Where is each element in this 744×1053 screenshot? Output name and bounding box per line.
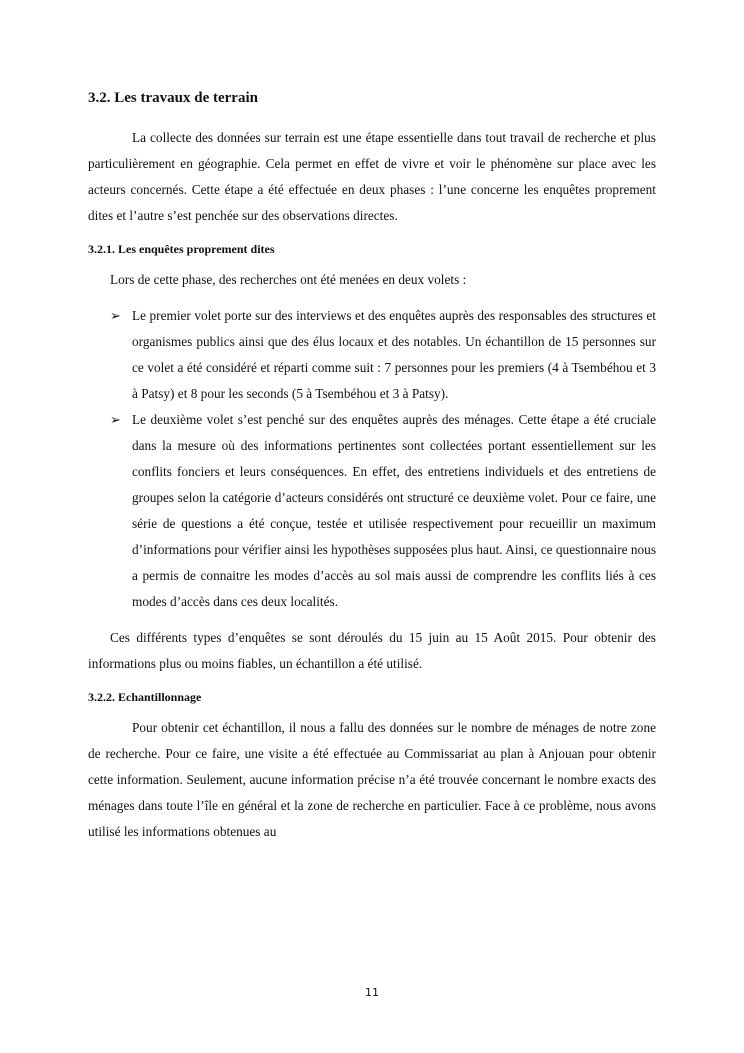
document-page [88,85,656,845]
list-item-text: Le deuxième volet s’est penché sur des enquêtes auprès des ménages. Cette étape a été cruciale dans la mesure où des informations pertinentes sont collectées portant essentiellement sur les conflits fonciers et leurs conséquences. En effet, des entretiens individuels et des entretiens de groupes selon la catégorie d’acteurs considérés ont structuré ce deuxième volet. Pour ce faire, une série de questions a été conçue, testée et utilisée respectivement pour recueillir un maximum d’informations pour vérifier ainsi les hypothèses supposées plus haut. Ainsi, ce questionnaire nous a permis de connaitre les modes d’accès au sol mais aussi de comprendre les conflits liés à ces modes d’accès dans ces deux localités. [132,412,656,609]
page-number: 11 [365,986,379,999]
list-item-text: Le premier volet porte sur des interviews et des enquêtes auprès des responsables des structures et organismes publics ainsi que des élus locaux et des notables. Un échantillon de 15 personnes sur ce volet a été considéré et réparti comme suit : 7 personnes pour les premiers (4 à Tsembéhou et 3 à Patsy) et 8 pour les seconds (5 à Tsembéhou et 3 à Patsy). [132,308,656,401]
subsection-1-lead: Lors de cette phase, des recherches ont été menées en deux volets : [110,272,467,287]
subsection-2-title: 3.2.2. Echantillonnage [88,690,202,704]
bullet-list [88,303,656,615]
section-title: 3.2. Les travaux de terrain [88,90,258,106]
subsection-2-body: Pour obtenir cet échantillon, il nous a fallu des données sur le nombre de ménages de notre zone de recherche. Pour ce faire, une visite a été effectuée au Commissariat au plan à Anjouan pour obtenir cette information. Seulement, aucune information précise n’a été trouvée concernant le nombre exacts des ménages dans toute l’île en général et la zone de recherche en particulier. Face à ce problème, nous avons utilisé les informations obtenues au [88,720,656,839]
list-item [110,407,656,615]
subsection-1-title: 3.2.1. Les enquêtes proprement dites [88,242,275,256]
subsection-1-closing: Ces différents types d’enquêtes se sont déroulés du 15 juin au 15 Août 2015. Pour obtenir des informations plus ou moins fiables, un échantillon a été utilisé. [88,630,656,671]
arrow-bullet-icon: ➢ [110,412,121,427]
arrow-bullet-icon: ➢ [110,308,121,323]
section-intro-paragraph: La collecte des données sur terrain est une étape essentielle dans tout travail de recherche et plus particulièrement en géographie. Cela permet en effet de vivre et voir le phénomène sur place avec les acteurs concernés. Cette étape a été effectuée en deux phases : l’une concerne les enquêtes proprement dites et l’autre s’est penchée sur des observations directes. [88,130,656,223]
list-item [110,303,656,407]
